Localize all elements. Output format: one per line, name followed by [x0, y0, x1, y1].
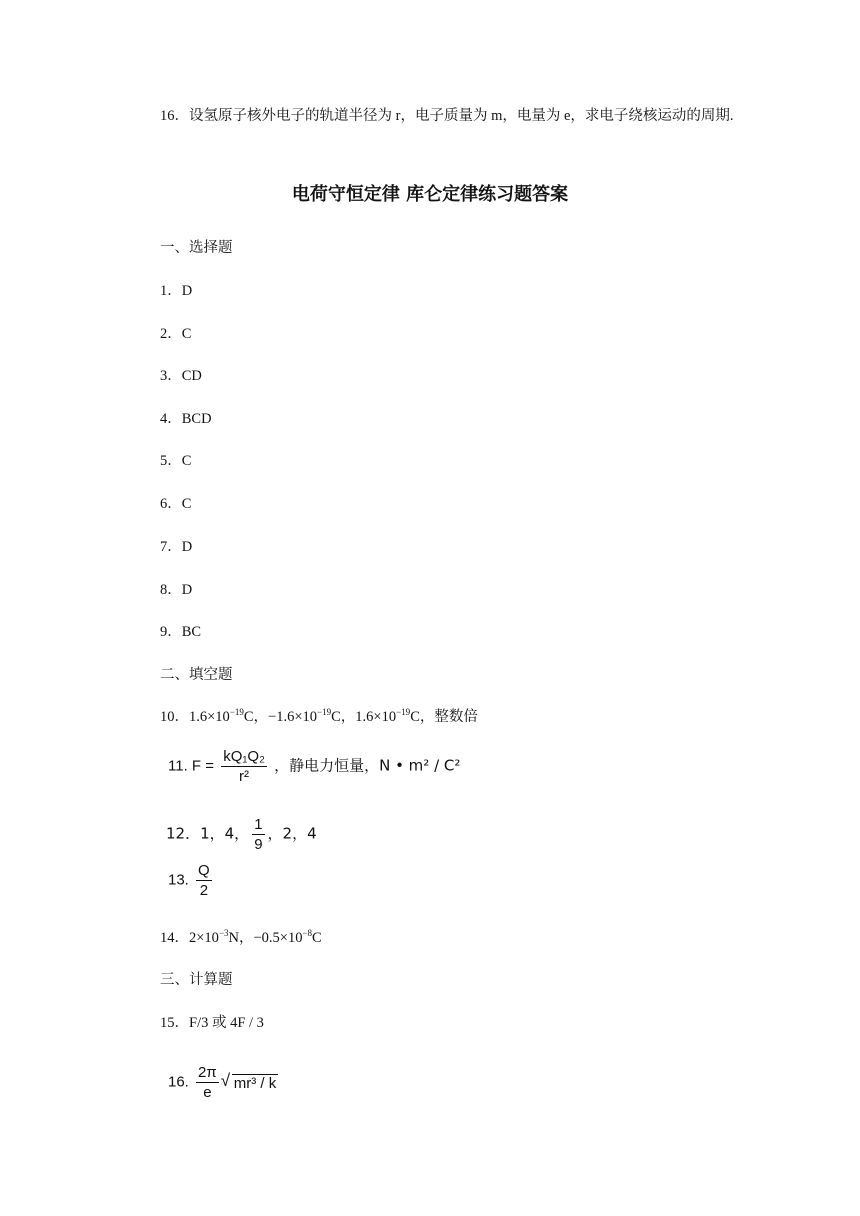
answer-14: 14．$2\times 10^{-3}N$，$-0.5\times 10^{-8}C$ [160, 928, 322, 946]
answer-4: 4．BCD [160, 411, 212, 427]
answer-3: 3．CD [160, 368, 202, 384]
answer-5: 5．C [160, 453, 192, 469]
answer-11-formula: 11. F = $\frac{\text{kQ₁Q₂}}{\text{r²}}$ ，静电力恒量，N • m² / C² [168, 748, 461, 785]
answer-15: 15．F/3 或 4F / 3 [160, 1015, 264, 1031]
problem-16-text: 16．设氢原子核外电子的轨道半径为 r，电子质量为 m，电量为 e，求电子绕核运动的周期. [160, 108, 734, 124]
answer-9: 9．BC [160, 624, 202, 640]
page-title: 电荷守恒定律 库仑定律练习题答案 [291, 184, 569, 205]
section-heading-choice: 一、选择题 [160, 240, 233, 256]
answer-8: 8．D [160, 582, 193, 598]
answer-1: 1．D [160, 283, 193, 299]
section-heading-fill: 二、填空题 [160, 667, 233, 683]
answer-10: 10．$1.6\times 10^{-19}C$，$-1.6\times 10^{-19}C$，$1.6\times 10^{-19}C$，整数倍 [160, 707, 478, 725]
section-heading-calc: 三、计算题 [160, 972, 233, 988]
answer-13-formula: 13. $\frac{Q}{2}$ [168, 862, 210, 899]
answer-7: 7．D [160, 539, 193, 555]
answer-6: 6．C [160, 496, 192, 512]
answer-12-formula: 12．1，4， $\frac{1}{9}$ ，2，4 [166, 816, 317, 853]
answer-2: 2．C [160, 326, 192, 342]
answer-16-formula: 16. $\frac{2\pi}{e}$ √ mr³ / k [168, 1064, 278, 1101]
